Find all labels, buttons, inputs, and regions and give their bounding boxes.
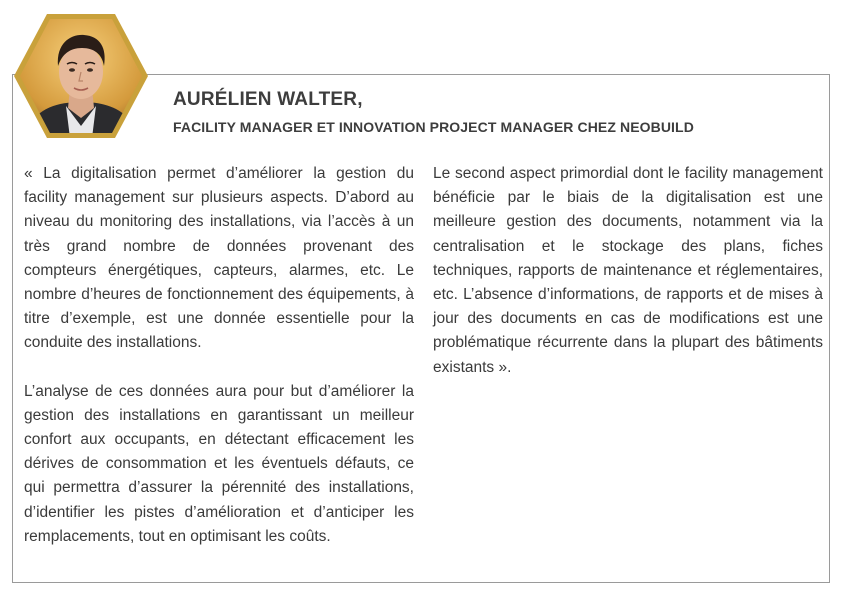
quote-column-right <box>433 162 823 380</box>
portrait-hexagon <box>14 14 148 138</box>
person-role: FACILITY MANAGER ET INNOVATION PROJECT MANAGER CHEZ NEOBUILD <box>173 119 694 135</box>
quote-paragraph: Le second aspect primordial dont le facility management bénéficie par le biais de la digitalisation est une meilleure gestion des documents, notamment via la centralisation et le stockage des plans, fiches techniques, rapports de maintenance et réglementaires, etc. L’absence d’informations, de rapports et de mises à jour des documents en cas de modifications est une problématique récurrente dans la plupart des bâtiments existants ». <box>433 165 823 376</box>
avatar <box>14 14 148 138</box>
quote-paragraph: L’analyse de ces données aura pour but d’améliorer la gestion des installations en garantissant un meilleur confort aux occupants, en détectant efficacement les dérives de consommation et les éventuels défauts, ce qui permettra d’assurer la pérennité des installations, d’identifier les pistes d’amélioration et d’anticiper les remplacements, tout en optimisant les coûts. <box>24 382 414 545</box>
person-name: AURÉLIEN WALTER, <box>173 89 363 110</box>
quote-column-left <box>24 162 414 549</box>
quote-paragraph: « La digitalisation permet d’améliorer la gestion du facility management sur plusieurs aspects. D’abord au niveau du monitoring des installations, via l’accès à un très grand nombre de données provenant des compteurs énergétiques, capteurs, alarmes, etc. Le nombre d’heures de fonctionnement des équipements, à titre d’exemple, est une donnée essentielle pour la conduite des installations. <box>24 165 414 352</box>
